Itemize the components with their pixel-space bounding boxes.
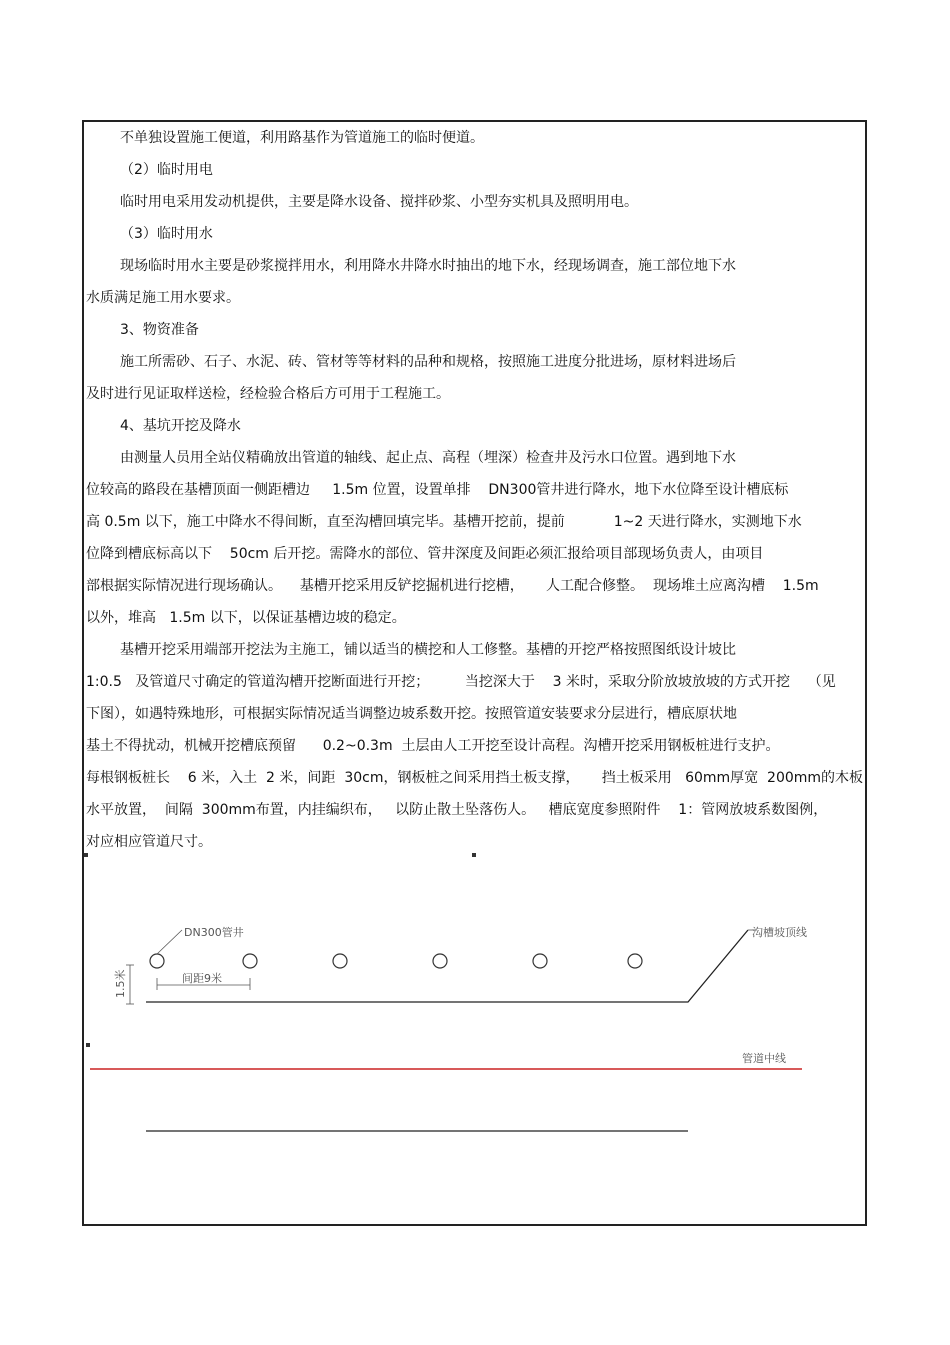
well-circle [150,954,164,968]
paragraph-line: 位降到槽底标高以下 50cm 后开挖。需降水的部位、管井深度及间距必须汇报给项目部现场负责人，由项目 [86,546,764,562]
paragraph-line: 不单独设置施工便道，利用路基作为管道施工的临时便道。 [120,130,484,146]
paragraph-line: 水质满足施工用水要求。 [86,290,240,306]
paragraph-line: 以外，堆高 1.5m 以下，以保证基槽边坡的稳定。 [86,610,406,626]
paragraph-line: 水平放置， 间隔 300mm布置，内挂编织布， 以防止散土坠落伤人。 槽底宽度参照附件 1：管网放坡系数图例， [86,802,828,818]
well-circle [628,954,642,968]
paragraph-line: 位较高的路段在基槽顶面一侧距槽边 1.5m 位置，设置单排 DN300管井进行降水，地下水位降至设计槽底标 [86,482,789,498]
well-circle [333,954,347,968]
paragraph-line: 下图），如遇特殊地形，可根据实际情况适当调整边坡系数开挖。按照管道安装要求分层进行，槽底原状地 [86,706,737,722]
anchor-mark [84,853,88,857]
paragraph-line: 施工所需砂、石子、水泥、砖、管材等等材料的品种和规格，按照施工进度分批进场，原材料进场后 [120,354,736,370]
excavation-diagram [84,870,864,1222]
paragraph-line: 现场临时用水主要是砂浆搅拌用水，利用降水井降水时抽出的地下水，经现场调查，施工部位地下水 [120,258,736,274]
paragraph-line: 由测量人员用全站仪精确放出管道的轴线、起止点、高程（埋深）检查井及污水口位置。遇到地下水 [120,450,736,466]
well-label: DN300管井 [184,926,244,939]
paragraph-line: 1:0.5 及管道尺寸确定的管道沟槽开挖断面进行开挖； 当挖深大于 3 米时，采取分阶放坡放坡的方式开挖 （见 [86,674,836,690]
heading-excavation: 4、基坑开挖及降水 [120,418,241,434]
anchor-mark [472,853,476,857]
well-circle [243,954,257,968]
well-leader [157,930,182,954]
paragraph-line: 基槽开挖采用端部开挖法为主施工，铺以适当的横挖和人工修整。基槽的开挖严格按照图纸设计坡比 [120,642,736,658]
depth-label: 1.5米 [114,969,127,998]
well-circle [533,954,547,968]
centerline-label: 管道中线 [742,1052,786,1065]
spacing-label: 间距9米 [182,972,222,985]
paragraph-line: 基土不得扰动，机械开挖槽底预留 0.2~0.3m 土层由人工开挖至设计高程。沟槽开挖采用钢板桩进行支护。 [86,738,780,754]
paragraph-line: 及时进行见证取样送检，经检验合格后方可用于工程施工。 [86,386,450,402]
heading-temp-power: （2）临时用电 [120,162,213,178]
slope-top-line [146,930,748,1002]
heading-materials: 3、物资准备 [120,322,199,338]
well-circle [433,954,447,968]
heading-temp-water: （3）临时用水 [120,226,213,242]
paragraph-line: 临时用电采用发动机提供，主要是降水设备、搅拌砂浆、小型夯实机具及照明用电。 [120,194,638,210]
slope-label: 沟槽坡顶线 [752,926,807,939]
paragraph-line: 对应相应管道尺寸。 [86,834,212,850]
paragraph-line: 每根钢板桩长 6 米，入土 2 米，间距 30cm，钢板桩之间采用挡土板支撑， 挡土板采用 60mm厚宽 200mm的木板 [86,770,864,786]
paragraph-line: 部根据实际情况进行现场确认。 基槽开挖采用反铲挖掘机进行挖槽， 人工配合修整。 现场堆土应离沟槽 1.5m [86,578,819,594]
paragraph-line: 高 0.5m 以下，施工中降水不得间断，直至沟槽回填完毕。基槽开挖前，提前 1~2 天进行降水，实测地下水 [86,514,802,530]
